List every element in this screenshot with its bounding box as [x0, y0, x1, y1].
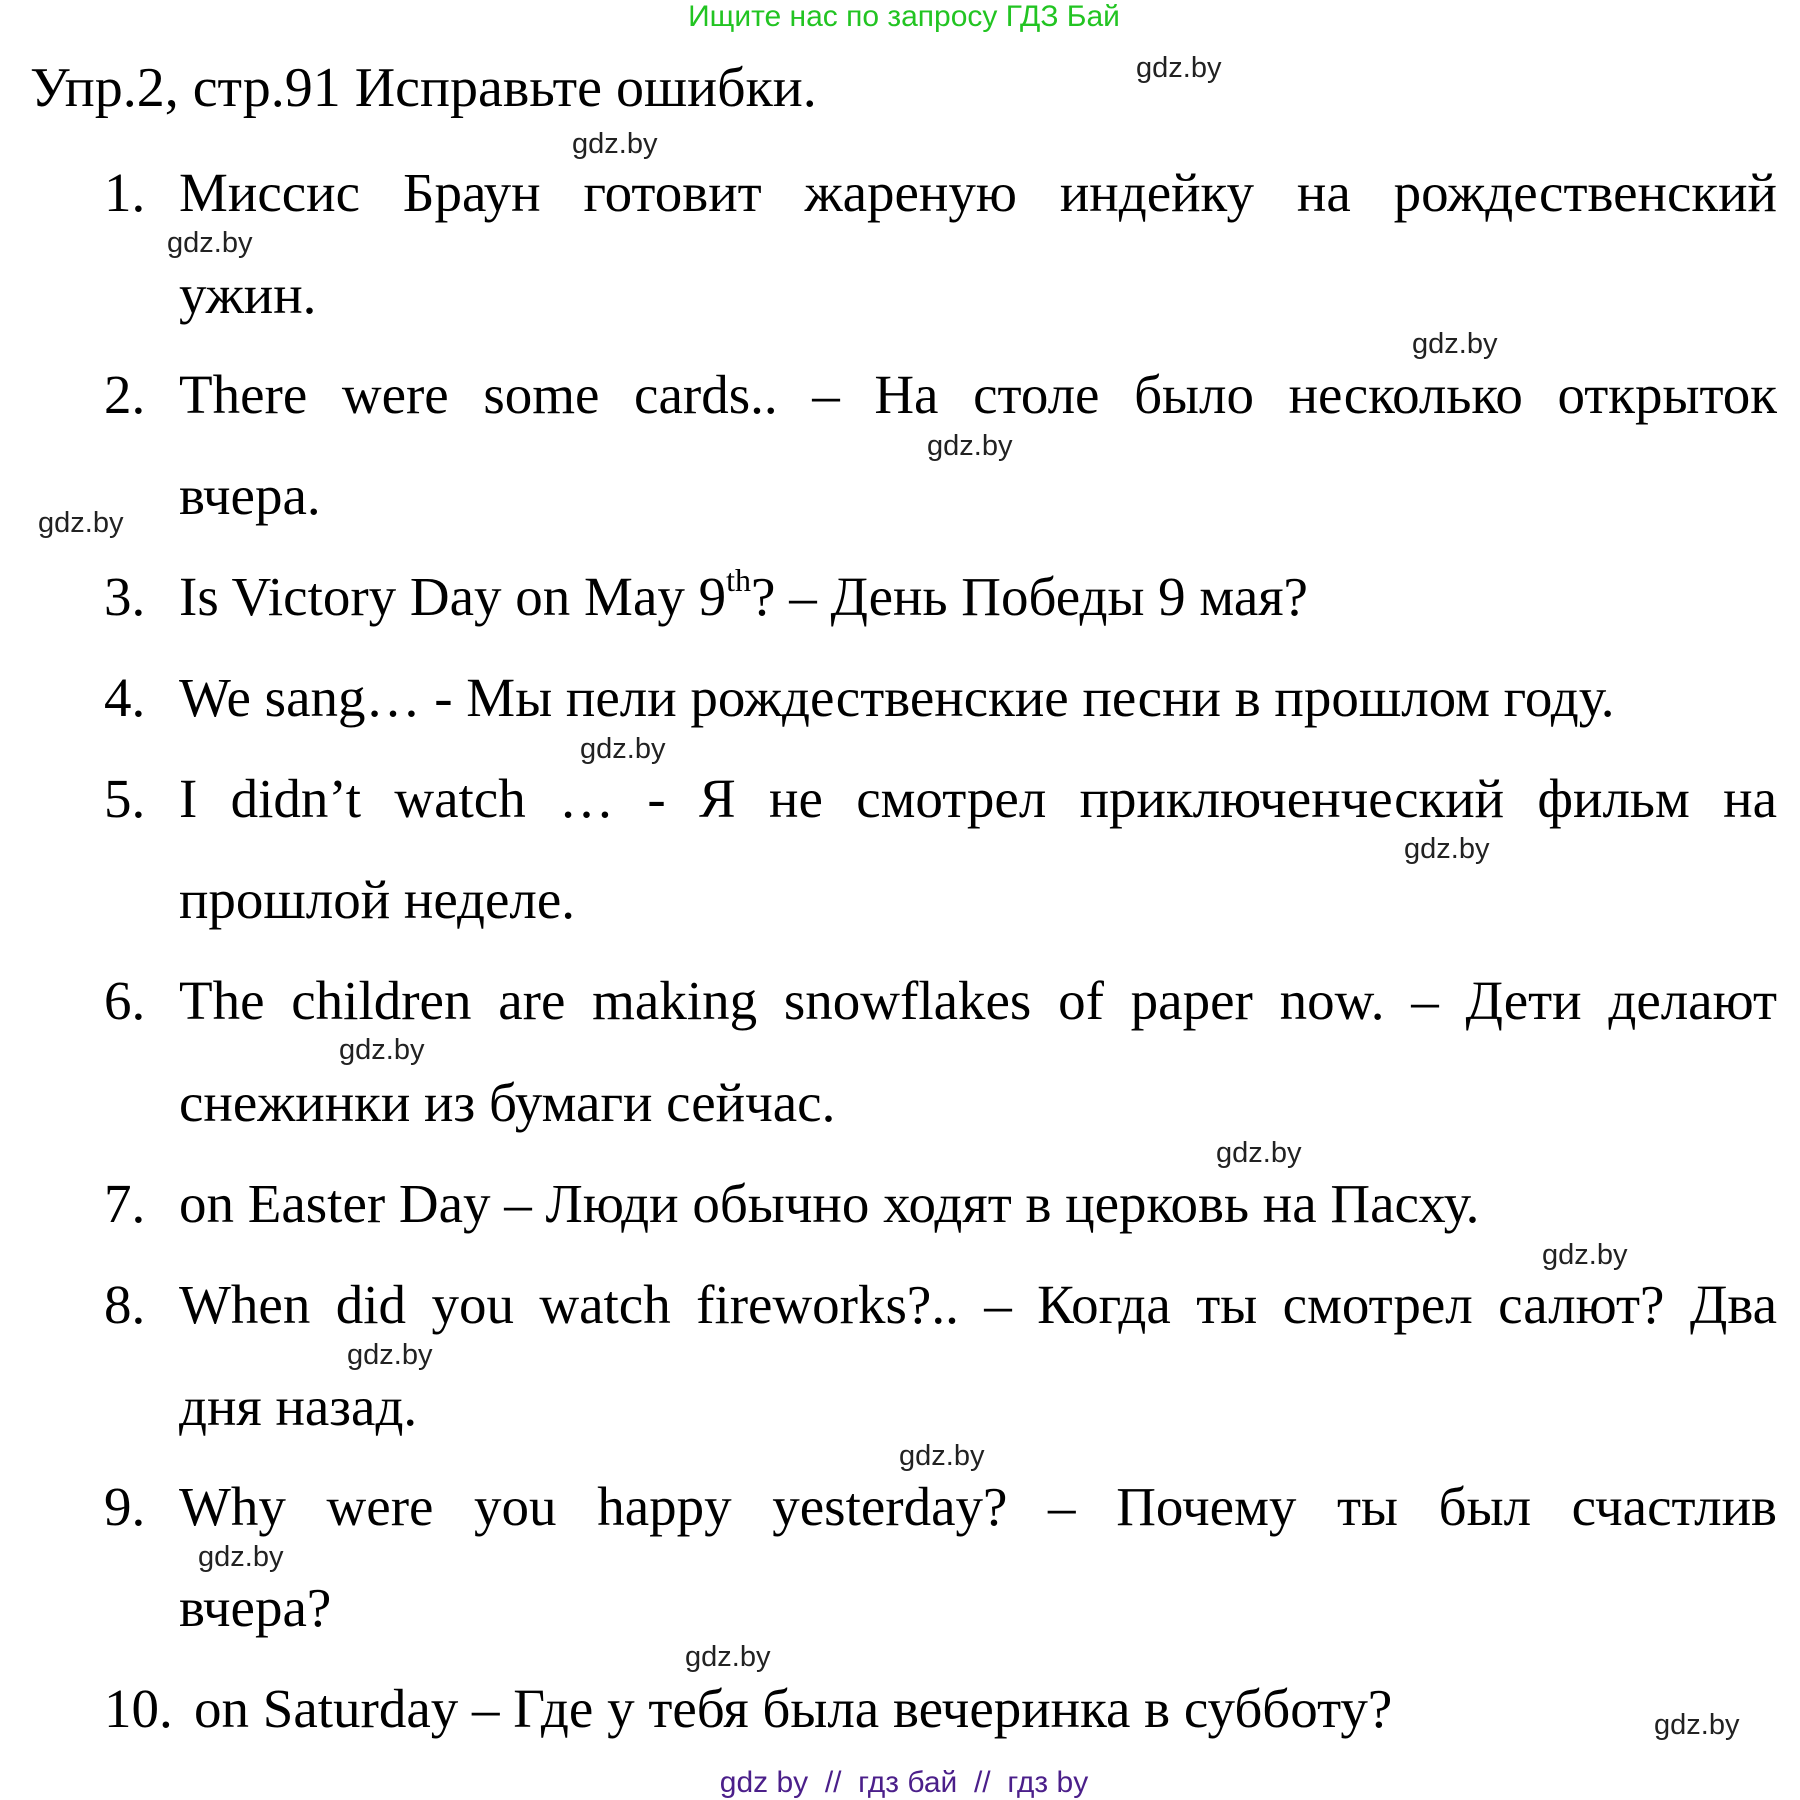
item-text: Миссис Браун готовит жареную индейку на рождественский — [179, 162, 1777, 223]
item-text — [179, 562, 1308, 628]
item-number: 6. — [104, 970, 146, 1031]
exercise-title: Упр.2, стр.91 Исправьте ошибки. — [30, 57, 817, 119]
watermark: gdz.by — [1542, 1239, 1628, 1271]
search-banner: Ищите нас по запросу ГДЗ Бай — [688, 0, 1120, 33]
watermark: gdz.by — [1216, 1137, 1302, 1169]
watermark: gdz.by — [1412, 328, 1498, 360]
item-number: 2. — [104, 364, 146, 425]
item-text-cont: снежинки из бумаги сейчас. — [179, 1072, 836, 1133]
watermark: gdz.by — [580, 733, 666, 765]
watermark: gdz.by — [572, 128, 658, 160]
watermark: gdz.by — [685, 1641, 771, 1673]
item-text-part: Is Victory Day on May 9 — [179, 566, 727, 627]
item-text: I didn’t watch … - Я не смотрел приключенческий фильм на — [179, 768, 1777, 829]
watermark: gdz.by — [899, 1440, 985, 1472]
item-text-part: ? – День Победы 9 мая? — [751, 566, 1308, 627]
item-text: on Saturday – Где у тебя была вечеринка в субботу? — [194, 1678, 1393, 1739]
item-text-cont: вчера. — [179, 465, 321, 526]
item-number: 8. — [104, 1274, 146, 1335]
item-text: We sang… - Мы пели рождественские песни в прошлом году. — [179, 667, 1615, 728]
watermark: gdz.by — [1404, 833, 1490, 865]
item-number: 4. — [104, 667, 146, 728]
footer-links: gdz by // гдз бай // гдз by — [719, 1766, 1089, 1799]
item-text-cont: прошлой неделе. — [179, 869, 576, 930]
ordinal-suffix: th — [726, 562, 752, 598]
watermark: gdz.by — [347, 1339, 433, 1371]
item-number: 5. — [104, 768, 146, 829]
watermark: gdz.by — [927, 430, 1013, 462]
item-number: 3. — [104, 566, 146, 627]
item-text: on Easter Day – Люди обычно ходят в церковь на Пасху. — [179, 1173, 1480, 1234]
item-text: There were some cards.. – На столе было несколько открыток — [179, 364, 1777, 425]
item-number: 1. — [104, 162, 146, 223]
watermark: gdz.by — [38, 507, 124, 539]
item-number: 9. — [104, 1476, 146, 1537]
watermark: gdz.by — [1136, 52, 1222, 84]
item-text-cont: ужин. — [179, 264, 317, 325]
item-number: 7. — [104, 1173, 146, 1234]
watermark: gdz.by — [1654, 1709, 1740, 1741]
item-text: When did you watch fireworks?.. – Когда ты смотрел салют? Два — [179, 1274, 1777, 1335]
item-text-cont: вчера? — [179, 1577, 332, 1638]
item-text: The children are making snowflakes of paper now. – Дети делают — [179, 970, 1777, 1031]
item-number: 10. — [104, 1678, 173, 1739]
watermark: gdz.by — [339, 1034, 425, 1066]
watermark: gdz.by — [198, 1541, 284, 1573]
watermark: gdz.by — [167, 227, 253, 259]
item-text: Why were you happy yesterday? – Почему ты был счастлив — [179, 1476, 1777, 1537]
item-text-cont: дня назад. — [179, 1376, 418, 1437]
